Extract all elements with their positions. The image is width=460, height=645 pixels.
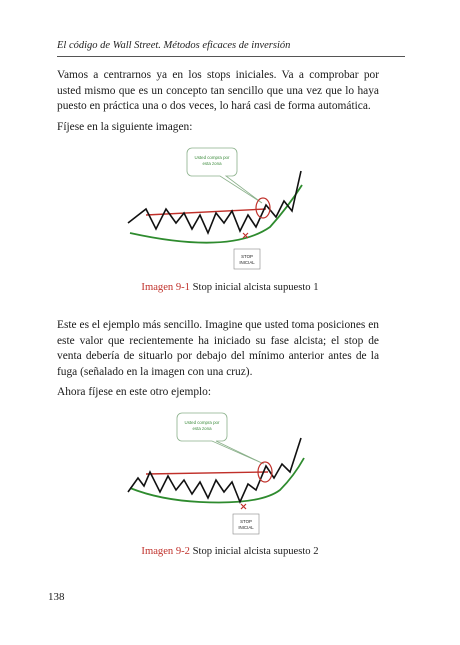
- stop-chart-figure-2: [120, 410, 310, 540]
- header-rule: [57, 56, 405, 57]
- price-line: [128, 171, 301, 233]
- paragraph-intro: Vamos a centrarnos ya en los stops iniciales. Va a comprobar por usted mismo que es un concepto tan sencillo que una vez que lo haya puesto en práctica una o dos veces, lo hará casi de forma automática.: [57, 69, 379, 113]
- caption-text: Stop inicial alcista supuesto 2: [189, 546, 319, 557]
- stop-label-line2: INICIAL: [239, 260, 255, 265]
- caption-text: Stop inicial alcista supuesto 1: [189, 282, 319, 293]
- paragraph-look-image: Fíjese en la siguiente imagen:: [57, 121, 193, 133]
- page-number: 138: [48, 591, 65, 603]
- callout-text-line1: Usted compra por: [184, 420, 220, 425]
- figure-caption-2: [0, 546, 460, 557]
- caption-label: Imagen 9-1: [141, 282, 190, 293]
- stop-cross-marker: [241, 504, 246, 509]
- callout-text-line1: Usted compra por: [194, 155, 230, 160]
- paragraph-another-example: Ahora fíjese en este otro ejemplo:: [57, 386, 212, 398]
- callout-text-line2: esta zona: [192, 426, 212, 431]
- stop-label-box: [233, 514, 259, 534]
- stop-chart-figure-1: [120, 143, 310, 273]
- stop-label-line2: INICIAL: [238, 525, 254, 530]
- paragraph-simple-example: Este es el ejemplo más sencillo. Imagine que usted toma posiciones en este valor que recientemente ha iniciado su fase alcista; el stop de venta debería de situarlo por debajo del mínimo anterior antes de la fuga (señalado en la imagen con una cruz).: [57, 319, 379, 378]
- stop-label-line1: STOP: [240, 519, 252, 524]
- figure-caption-1: [0, 282, 460, 293]
- caption-label: Imagen 9-2: [141, 546, 190, 557]
- resistance-line: [146, 472, 268, 474]
- stop-label-line1: STOP: [241, 254, 253, 259]
- stop-label-box: [234, 249, 260, 269]
- running-header: El código de Wall Street. Métodos eficaces de inversión: [57, 40, 291, 51]
- callout-text-line2: esta zona: [202, 161, 222, 166]
